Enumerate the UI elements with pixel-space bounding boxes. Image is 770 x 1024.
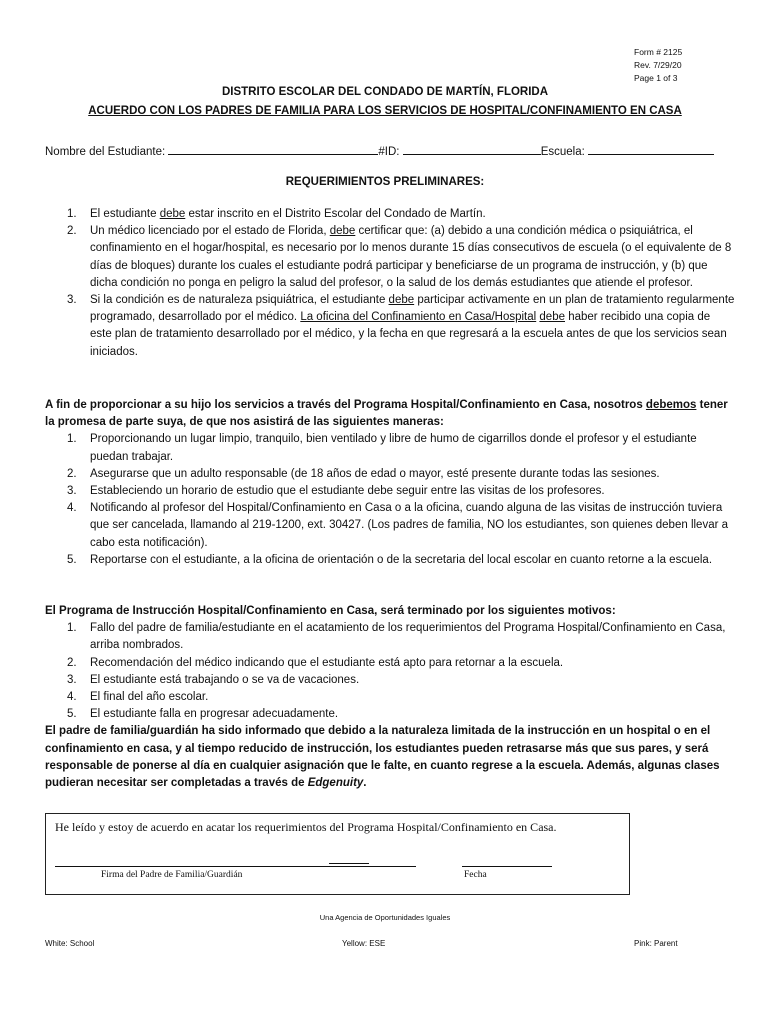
student-info-fields <box>45 142 745 158</box>
promise-section <box>45 397 735 569</box>
list-item: 4. El final del año escolar. <box>67 691 209 704</box>
promise-intro: A fin de proporcionar a su hijo los servicios a través del Programa Hospital/Confinamiento en Casa, nosotros debemos tener la promesa de parte suya, de que nos asistirá de las siguientes maneras: <box>45 399 728 429</box>
list-item: 3. Estableciendo un horario de estudio que el estudiante debe seguir entre las visitas de los profesores. <box>67 485 605 498</box>
list-item: 1. Fallo del padre de familia/estudiante en el acatamiento de los requerimientos del Programa Hospital/Confinamiento en Casa, arriba nombrados. <box>67 622 726 652</box>
agreement-statement: He leído y estoy de acuerdo en acatar los requerimientos del Programa Hospital/Confinamiento en Casa. <box>55 820 557 834</box>
signature-box <box>45 813 630 895</box>
list-item: 2. Recomendación del médico indicando que el estudiante está apto para retornar a la escuela. <box>67 656 564 669</box>
date-label: Fecha <box>464 870 487 880</box>
termination-section <box>45 603 735 792</box>
school-field[interactable] <box>588 142 714 155</box>
termination-notice: El padre de familia/guardián ha sido informado que debido a la naturaleza limitada de la instrucción en un hospital o en el confinamiento en casa, y al tiempo reducido de instrucción, los estudiantes pueden retrasarse más que sus pares, y será responsable de ponerse al día en cualquier asignación que le falte, en cuanto regrese a la escuela. Además, algunas clases pudieran necesitar ser completadas a través de Edgenuity. <box>45 725 720 790</box>
form-meta <box>634 46 682 85</box>
copy-pink: Pink: Parent <box>634 939 678 948</box>
page-number: Page 1 of 3 <box>634 73 678 83</box>
list-item: 2. Un médico licenciado por el estado de Florida, debe certificar que: (a) debido a una condición médica o psiquiátrica, el confinamiento en el hogar/hospital, es necesario por lo menos durante 15 días consecutivos de escuela (o el equivalente de 8 días de bloques) durante los cuales el estudiante podrá participar y beneficiarse de un programa de instrucción, y (b) que dicha condición no ponga en peligro la salud del profesor, o la salud de los demás estudiantes que atiende el profesor. <box>67 225 732 289</box>
list-item: 1. Proporcionando un lugar limpio, tranquilo, bien ventilado y libre de humo de cigarrillos donde el profesor y el estudiante puedan trabajar. <box>67 433 697 463</box>
district-title: DISTRITO ESCOLAR DEL CONDADO DE MARTÍN, FLORIDA <box>221 86 549 98</box>
student-name-field[interactable] <box>168 142 378 155</box>
termination-intro: El Programa de Instrucción Hospital/Confinamiento en Casa, será terminado por los siguientes motivos: <box>45 605 616 617</box>
id-label: #ID: <box>378 146 400 158</box>
copy-yellow: Yellow: ESE <box>342 939 386 948</box>
prelim-title: REQUERIMIENTOS PRELIMINARES: <box>285 176 485 188</box>
signer-label: Firma del Padre de Familia/Guardián <box>101 870 243 880</box>
list-item: 1. El estudiante debe estar inscrito en el Distrito Escolar del Condado de Martín. <box>67 208 486 220</box>
signature-line-mark <box>329 863 369 864</box>
platform-name: Edgenuity <box>307 777 364 790</box>
agreement-title: ACUERDO CON LOS PADRES DE FAMILIA PARA LOS SERVICIOS DE HOSPITAL/CONFINAMIENTO EN CASA <box>88 105 682 117</box>
list-item: 4. Notificando al profesor del Hospital/Confinamiento en Casa o a la oficina, cuando alguna de las visitas de instrucción tuviera que ser cancelada, llamando al 219-1200, ext. 30427. (Los padres de familia, NO los estudiantes, son quienes deben llevar a cabo esta notificación). <box>67 502 729 549</box>
prelim-list <box>45 206 735 361</box>
form-number: Form # 2125 <box>634 47 683 57</box>
list-item: 2. Asegurarse que un adulto responsable (de 18 años de edad o mayor, esté presente durante todas las sesiones. <box>67 467 660 480</box>
copy-white: White: School <box>45 939 95 948</box>
student-id-field[interactable] <box>403 142 541 155</box>
list-item: 3. El estudiante está trabajando o se va de vacaciones. <box>67 673 360 686</box>
signature-line[interactable] <box>55 866 416 867</box>
date-line[interactable] <box>462 866 552 867</box>
list-item: 5. Reportarse con el estudiante, a la oficina de orientación o de la secretaria del local escolar en cuanto retorne a la escuela. <box>67 553 713 566</box>
list-item: 5. El estudiante falla en progresar adecuadamente. <box>67 708 339 721</box>
form-revision: Rev. 7/29/20 <box>634 60 682 70</box>
school-label: Escuela: <box>540 146 585 158</box>
student-name-label: Nombre del Estudiante: <box>45 146 166 158</box>
list-item: 3. Si la condición es de naturaleza psiquiátrica, el estudiante debe participar activamente en un plan de tratamiento regularmente programado, desarrollado por el médico. La oficina del Confinamiento en Casa/Hospital debe haber recibido una copia de este plan de tratamiento desarrollado por el médico, y la fecha en que regresará a la escuela antes de que los servicios sean iniciados. <box>67 294 735 358</box>
equal-opportunity-note: Una Agencia de Oportunidades Iguales <box>319 913 451 922</box>
